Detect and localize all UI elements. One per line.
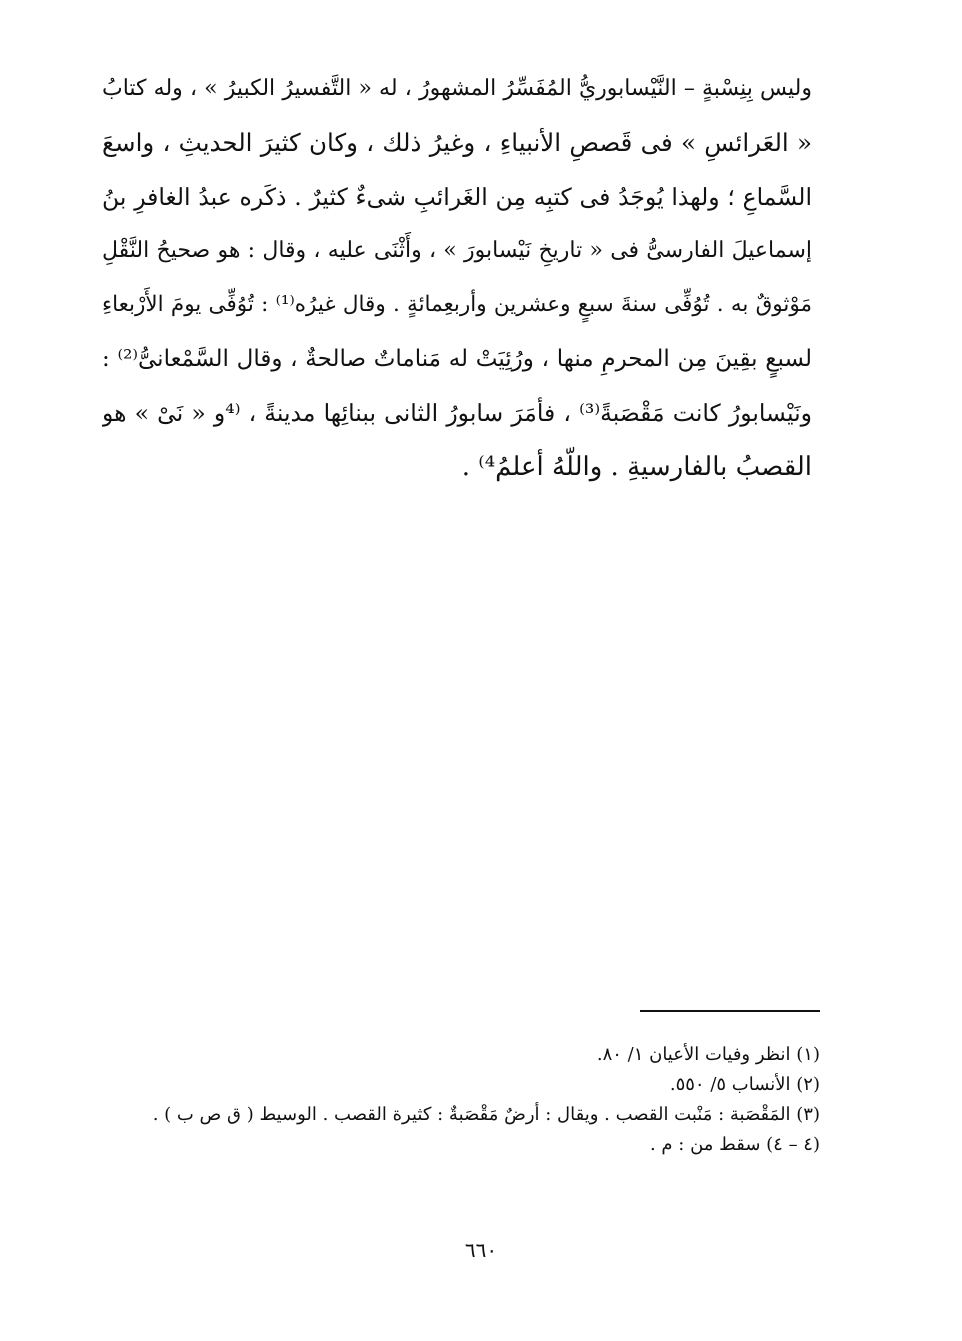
text-line: مَوْثوقٌ به . تُوُفِّى سنةَ سبعٍ وعشرين وأربعِمائةٍ . وقال غيرُه⁽¹⁾ : تُوُفِّى يومَ الأَرْبعاءِ [102, 292, 812, 317]
text-line: إسماعيلَ الفارسىُّ فى « تاريخِ نَيْسابورَ » ، وأَثْنَى عليه ، وقال : هو صحيحُ النَّقْلِ [102, 238, 812, 263]
text-line: ونَيْسابورُ كانت مَقْصَبةً⁽³⁾ ، فأمَرَ سابورُ الثانى ببنائِها مدينةً ، ⁽⁴و « نَىْ » هو [102, 399, 812, 427]
main-text-block [102, 62, 812, 494]
footnote-2: (٢) الأنساب ٥/ ٥٥٠. [669, 1074, 820, 1095]
text-line: القصبُ بالفارسيةِ . واللّهُ أعلمُ⁴⁾ . [461, 452, 812, 482]
text-line: لسبعٍ بقِينَ مِن المحرمِ منها ، ورُئِيَتْ له مَناماتٌ صالحةٌ ، وقال السَّمْعانىُّ⁽²⁾ : [102, 346, 812, 372]
footnote-4: (٤ – ٤) سقط من : م . [649, 1134, 820, 1155]
footnote-separator [640, 1010, 820, 1012]
footnote-1: (١) انظر وفيات الأعيان ١/ ٨٠. [596, 1044, 820, 1065]
text-line: السَّماعِ ؛ ولهذا يُوجَدُ فى كتبِه مِن الغَرائبِ شىءٌ كثيرٌ . ذكَره عبدُ الغافرِ بنُ [102, 183, 812, 211]
page-number: ٦٦٠ [464, 1238, 498, 1262]
footnotes-block [120, 1040, 820, 1160]
footnote-3: (٣) المَقْصَبة : مَنْبت القصب . ويقال : أرضٌ مَقْصَبةٌ : كثيرة القصب . الوسيط ( ق ص ب ) . [152, 1104, 820, 1125]
text-line: وليس بِنِسْبةٍ – النَّيْسابوريُّ المُفَسِّرُ المشهورُ ، له « التَّفسيرُ الكبيرُ » ، وله كتابُ [102, 76, 812, 101]
text-line: « العَرائسِ » فى قَصصِ الأنبياءِ ، وغيرُ ذلك ، وكان كثيرَ الحديثِ ، واسعَ [102, 128, 812, 157]
